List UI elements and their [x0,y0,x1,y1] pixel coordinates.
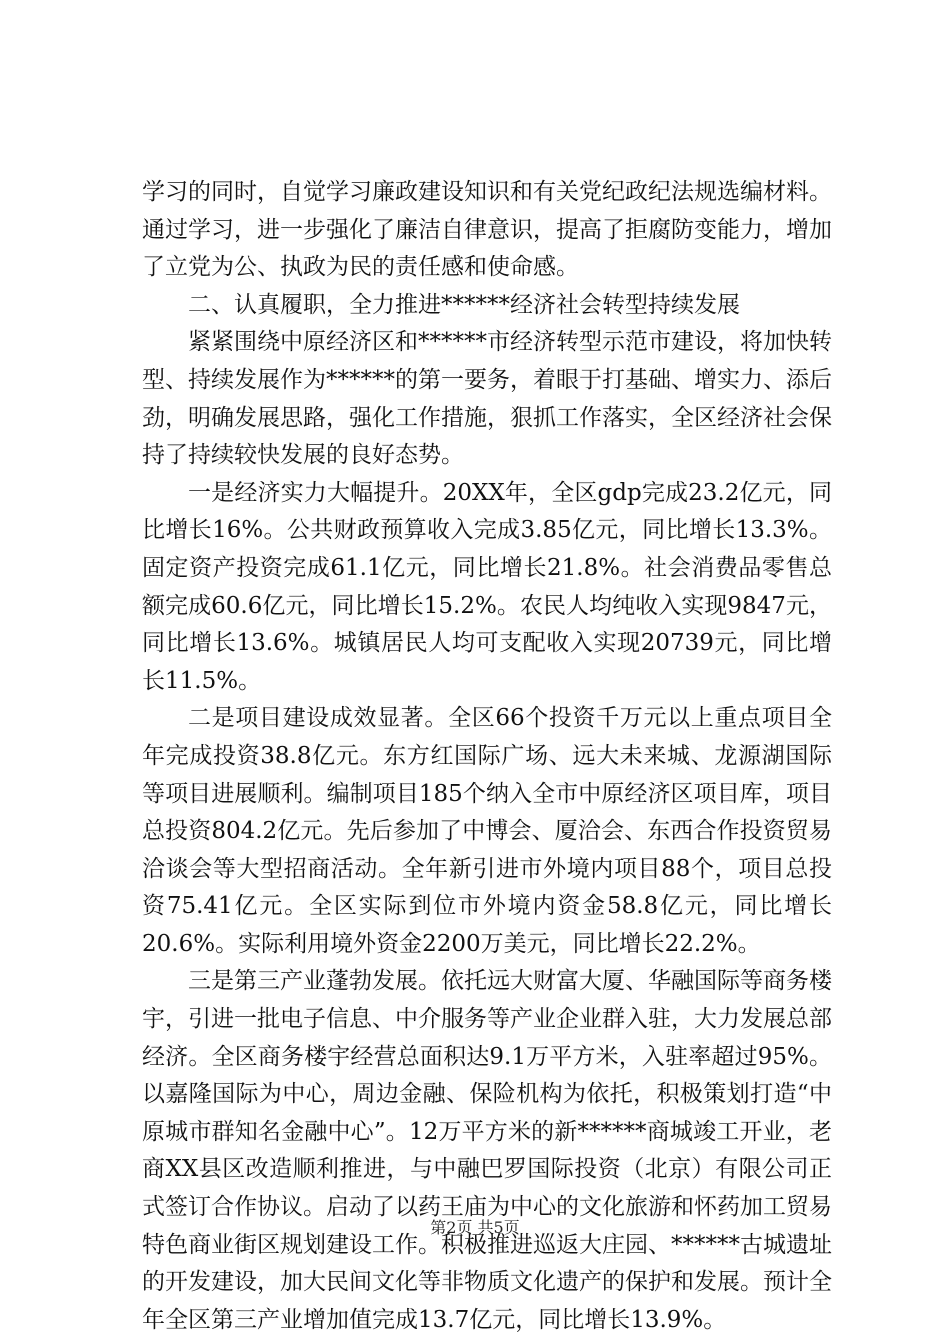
page-number-footer: 第2页 共5页 [430,1218,520,1237]
paragraph-project-construction: 二是项目建设成效显著。全区66个投资千万元以上重点项目全年完成投资38.8亿元。东方红国际广场、远大未来城、龙源湖国际等项目进展顺利。编制项目185个纳入全市中原经济区项目库，项目总投资804.2亿元。先后参加了中博会、厦洽会、东西合作投资贸易洽谈会等大型招商活动。全年新引进市外境内项目88个，项目总投资75.41亿元。全区实际到位市外境内资金58.8亿元，同比增长20.6%。实际利用境外资金2200万美元，同比增长22.2%。 [142,705,832,957]
paragraph-economic-strength: 一是经济实力大幅提升。20XX年，全区gdp完成23.2亿元，同比增长16%。公共财政预算收入完成3.85亿元，同比增长13.3%。固定资产投资完成61.1亿元，同比增长21.8%。社会消费品零售总额完成60.6亿元，同比增长15.2%。农民人均纯收入实现9847元，同比增长13.6%。城镇居民人均可支配收入实现20739元，同比增长11.5%。 [142,479,832,694]
paragraph-continuation: 学习的同时，自觉学习廉政建设知识和有关党纪政纪法规选编材料。通过学习，进一步强化了廉洁自律意识，提高了拒腐防变能力，增加了立党为公、执政为民的责任感和使命感。 [142,179,832,281]
paragraph-intro: 紧紧围绕中原经济区和******市经济转型示范市建设，将加快转型、持续发展作为******的第一要务，着眼于打基础、增实力、添后劲，明确发展思路，强化工作措施，狠抓工作落实，全区经济社会保持了持续较快发展的良好态势。 [142,329,832,469]
paragraph-tertiary-industry: 三是第三产业蓬勃发展。依托远大财富大厦、华融国际等商务楼宇，引进一批电子信息、中介服务等产业企业群入驻，大力发展总部经济。全区商务楼宇经营总面积达9.1万平方米，入驻率超过95%。以嘉隆国际为中心，周边金融、保险机构为依托，积极策划打造“中原城市群知名金融中心”。12万平方米的新******商城竣工开业，老商XX县区改造顺利推进，与中融巴罗国际投资（北京）有限公司正式签订合作协议。启动了以药王庙为中心的文化旅游和怀药加工贸易特色商业街区规划建设工作。积极推进巡返大庄园、******古城遗址的开发建设，加大民间文化等非物质文化遗产的保护和发展。预计全年全区第三产业增加值完成13.7亿元，同比增长13.9%。 [142,968,832,1333]
document-body [142,174,832,1339]
section-heading: 二、认真履职，全力推进******经济社会转型持续发展 [188,291,740,318]
